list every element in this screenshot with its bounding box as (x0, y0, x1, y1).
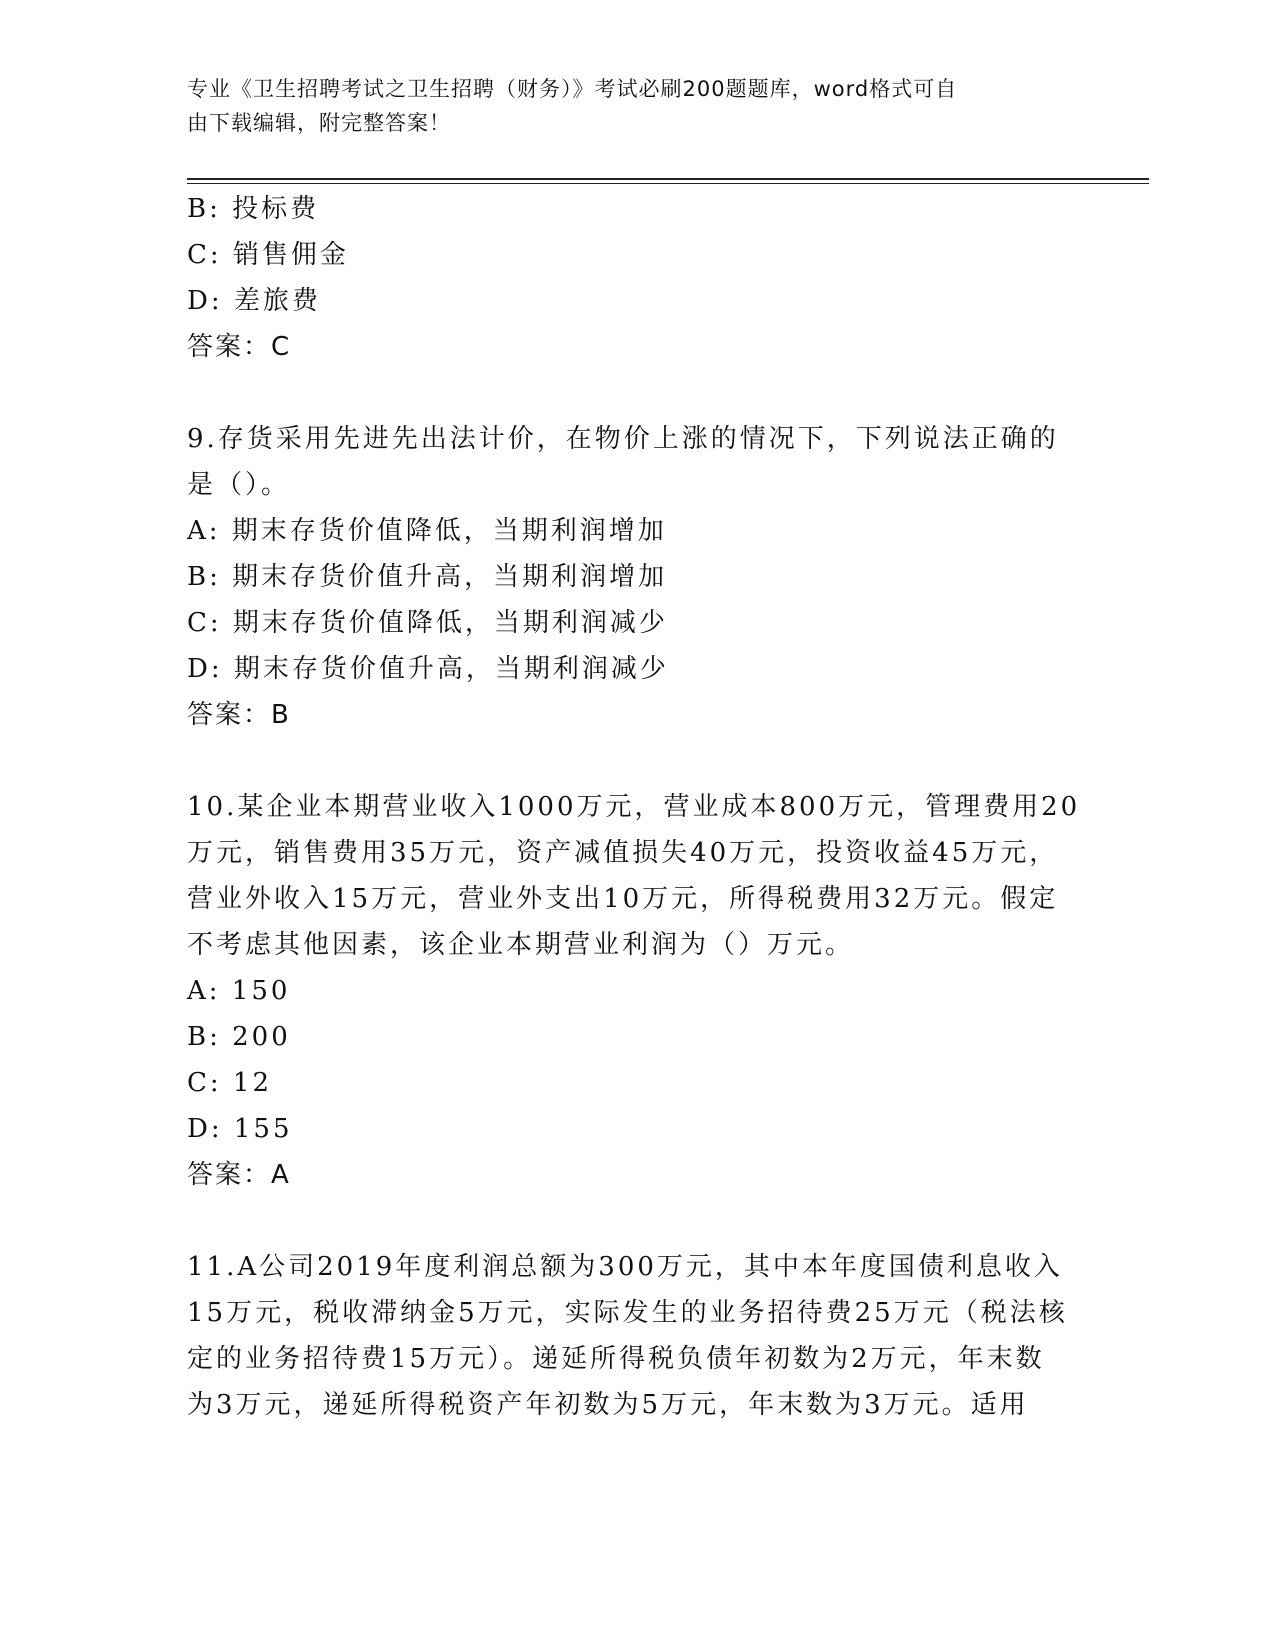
option-d: D: 155 (187, 1114, 293, 1144)
option-a: A: 期末存货价值降低，当期利润增加 (187, 516, 667, 546)
question-stem-line: 定的业务招待费15万元）。递延所得税负债年初数为2万元，年末数 (187, 1344, 1045, 1374)
option-b: B: 200 (187, 1022, 291, 1052)
question-stem-line: 是（）。 (187, 470, 291, 500)
answer: 答案：A (187, 1160, 291, 1190)
question-stem-line: 11.A公司2019年度利润总额为300万元，其中本年度国债利息收入 (187, 1252, 1063, 1282)
question-8-tail (187, 186, 1087, 370)
option-a: A: 150 (187, 976, 291, 1006)
question-10 (187, 784, 1087, 1198)
option-c: C: 销售佣金 (187, 240, 349, 270)
spacer (187, 738, 1087, 784)
option-d: D: 差旅费 (187, 286, 321, 316)
question-stem-line: 不考虑其他因素，该企业本期营业利润为（）万元。 (187, 930, 855, 960)
answer: 答案：B (187, 700, 291, 730)
question-stem-line: 万元，销售费用35万元，资产减值损失40万元，投资收益45万元， (187, 838, 1059, 868)
spacer (187, 1198, 1087, 1244)
header-rule-thin (187, 183, 1149, 184)
document-header (187, 72, 1067, 140)
question-stem-line: 15万元，税收滞纳金5万元，实际发生的业务招待费25万元（税法核 (187, 1298, 1068, 1328)
option-b: B: 期末存货价值升高，当期利润增加 (187, 562, 668, 592)
spacer (187, 370, 1087, 416)
document-body (187, 186, 1087, 1428)
option-d: D: 期末存货价值升高，当期利润减少 (187, 654, 669, 684)
question-stem-line: 营业外收入15万元，营业外支出10万元，所得税费用32万元。假定 (187, 884, 1059, 914)
question-stem-line: 9.存货采用先进先出法计价，在物价上涨的情况下，下列说法正确的 (187, 424, 1059, 454)
question-11 (187, 1244, 1087, 1428)
question-stem-line: 为3万元，递延所得税资产年初数为5万元，年末数为3万元。适用 (187, 1390, 1029, 1420)
question-9 (187, 416, 1087, 738)
question-stem-line: 10.某企业本期营业收入1000万元，营业成本800万元，管理费用20 (187, 792, 1081, 822)
header-line-1: 专业《卫生招聘考试之卫生招聘（财务）》考试必刷200题题库，word格式可自 (187, 77, 958, 101)
header-rule-thick (187, 178, 1149, 180)
header-line-2: 由下载编辑，附完整答案！ (187, 111, 451, 135)
option-c: C: 12 (187, 1068, 273, 1098)
option-b: B: 投标费 (187, 194, 320, 224)
option-c: C: 期末存货价值降低，当期利润减少 (187, 608, 668, 638)
answer: 答案：C (187, 332, 292, 362)
